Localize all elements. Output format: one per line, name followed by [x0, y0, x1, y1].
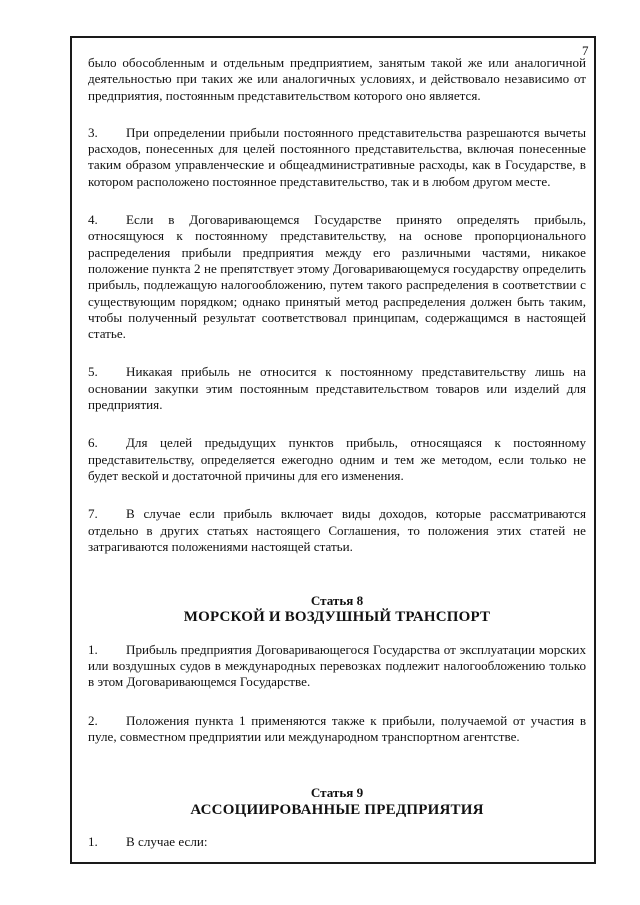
article-9-heading: Статья 9 [310, 785, 364, 801]
paragraph-6: 6. Для целей предыдущих пунктов прибыль, относящаяся к постоянному представительству, определяется ежегодно одним и тем же методом, если только не будет веской и достаточной причины для его изменения. [88, 435, 586, 483]
article-8 [88, 593, 586, 745]
document-body [88, 55, 586, 850]
paragraph-continuation: было обособленным и отдельным предприятием, занятым такой же или аналогичной деятельностью при таких же или аналогичных условиях, и действовало независимо от предприятия, постоянным представительством которого оно является. [88, 55, 586, 103]
paragraph-3: 3. При определении прибыли постоянного представительства разрешаются вычеты расходов, понесенных для целей постоянного представительства, включая понесенные таким образом управленческие и общеадминистративные расходы, как в Государстве, в котором расположено постоянное представительство, так и в любом другом месте. [88, 124, 586, 189]
article-8-paragraph-1: 1. Прибыль предприятия Договаривающегося Государства от эксплуатации морских или воздушных судов в международных перевозках подлежит налогообложению только в этом Договаривающемся Государстве. [88, 641, 586, 690]
page-number: 7 [582, 43, 589, 58]
article-9-title: АССОЦИИРОВАННЫЕ ПРЕДПРИЯТИЯ [190, 801, 484, 818]
article-8-title: МОРСКОЙ И ВОЗДУШНЫЙ ТРАНСПОРТ [183, 609, 491, 626]
article-9 [88, 785, 586, 850]
paragraph-4: 4. Если в Договаривающемся Государстве принято определять прибыль, относящуюся к постоянному представительству, на основе пропорционального распределения прибыли предприятия между его различными частями, никакое положение пункта 2 не препятствует этому Договаривающемуся государству определить прибыль, подлежащую налогообложению, путем такого распределения в соответствии с существующим порядком; однако принятый метод распределения должен быть таким, чтобы полученный результат соответствовал принципам, содержащимся в настоящей статье. [88, 212, 586, 342]
article-8-paragraph-2: 2. Положения пункта 1 применяются также к прибыли, получаемой от участия в пуле, совместном предприятии или международном транспортном агентстве. [88, 712, 586, 744]
paragraph-7: 7. В случае если прибыль включает виды доходов, которые рассматриваются отдельно в других статьях настоящего Соглашения, то положения этих статей не затрагиваются положениями настоящей статьи. [88, 506, 586, 554]
paragraph-5: 5. Никакая прибыль не относится к постоянному представительству лишь на основании закупки этим постоянным представительством товаров или изделий для предприятия. [88, 364, 586, 413]
article-9-paragraph-1: 1. В случае если: [88, 833, 208, 849]
article-8-heading: Статья 8 [310, 593, 364, 609]
